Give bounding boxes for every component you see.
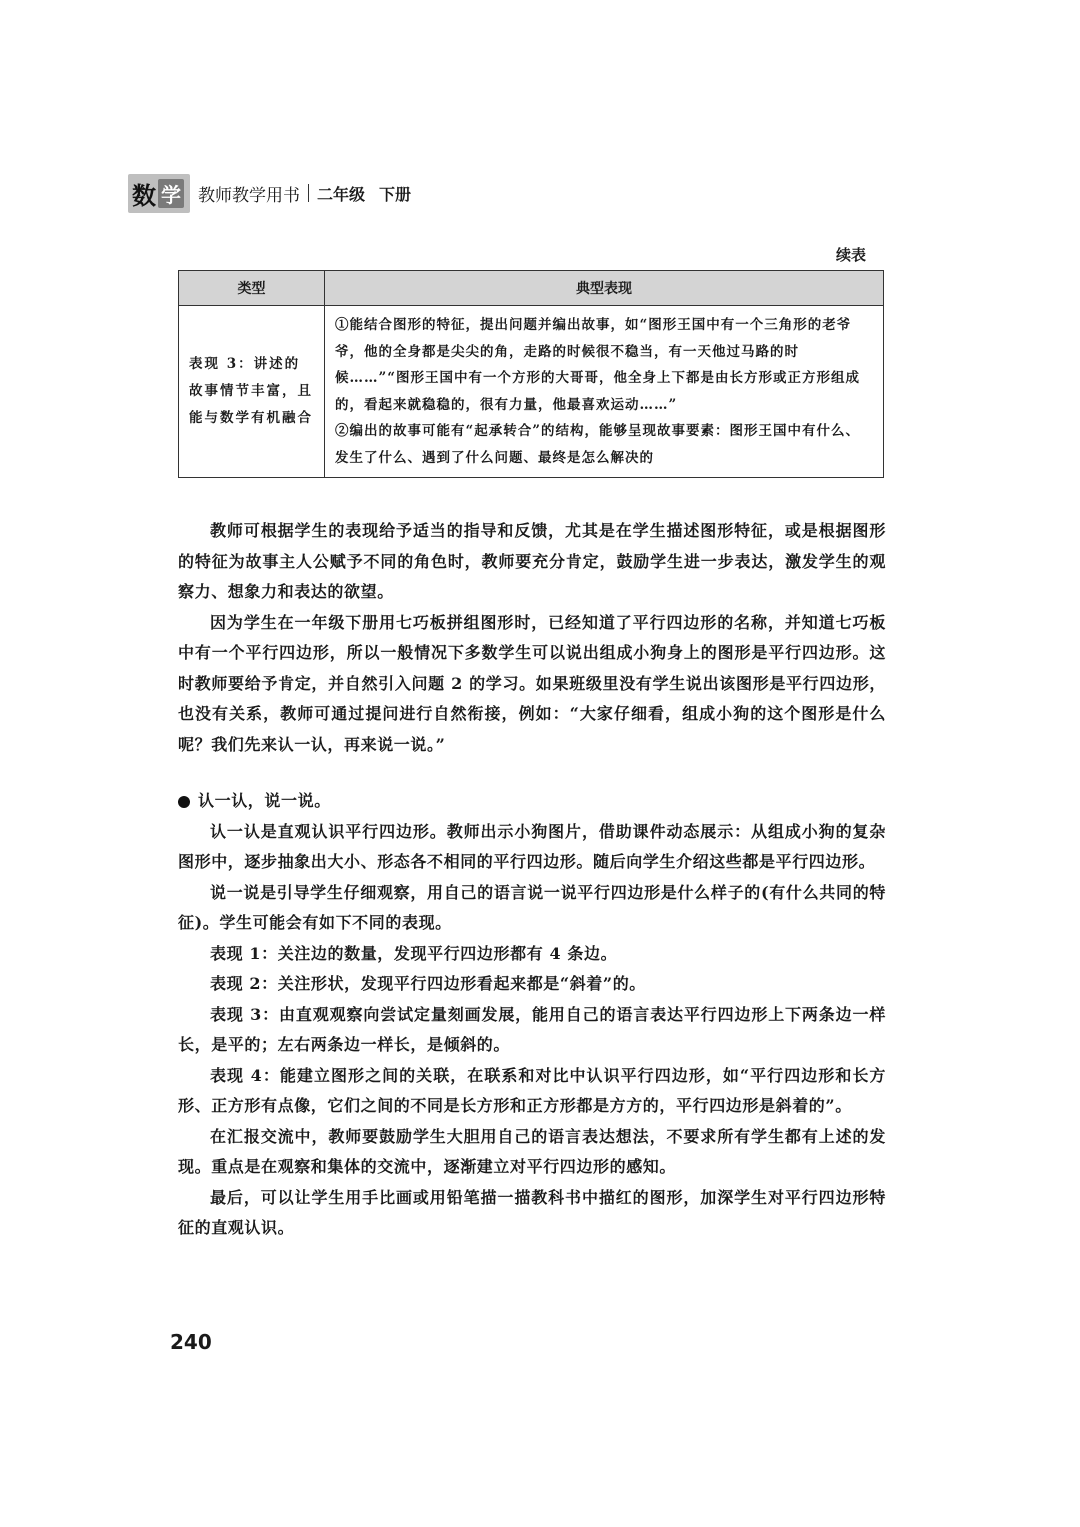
volume-label: 下册 (379, 184, 412, 204)
logo-char-2: 学 (158, 179, 184, 208)
bullet-icon (178, 796, 190, 808)
performance-table (178, 270, 884, 478)
paragraph: 表现 4：能建立图形之间的关联，在联系和对比中认识平行四边形，如“平行四边形和长方形、正方形有点像，它们之间的不同是长方形和正方形都是方方的，平行四边形是斜着的”。 (178, 1065, 886, 1115)
paragraph: 表现 1：关注边的数量，发现平行四边形都有 4 条边。 (210, 943, 618, 963)
body-text-top (178, 516, 886, 760)
description-cell (325, 306, 884, 478)
header-divider (308, 184, 309, 202)
column-header-type: 类型 (179, 271, 325, 306)
grade-label: 二年级 (317, 184, 366, 204)
paragraph: 因为学生在一年级下册用七巧板拼组图形时，已经知道了平行四边形的名称，并知道七巧板中有一个平行四边形，所以一般情况下多数学生可以说出组成小狗身上的图形是平行四边形。这时教师要给予肯定，并自然引入问题 2 的学习。如果班级里没有学生说出该图形是平行四边形，也没有关系，教师可通过提问进行自然衔接，例如：“大家仔细看，组成小狗的这个图形是什么呢？我们先来认一认，再来说一说。” (178, 612, 886, 754)
paragraph: 认一认是直观认识平行四边形。教师出示小狗图片，借助课件动态展示：从组成小狗的复杂图形中，逐步抽象出大小、形态各不相同的平行四边形。随后向学生介绍这些都是平行四边形。 (178, 821, 886, 871)
logo-char-1: 数 (132, 181, 156, 210)
section-heading (178, 786, 886, 817)
page-number: 240 (170, 1330, 212, 1354)
paragraph: 表现 2：关注形状，发现平行四边形看起来都是“斜着”的。 (210, 974, 646, 993)
subject-logo (128, 174, 190, 213)
table-header-row (179, 271, 884, 306)
section-recognize-and-say (178, 786, 886, 1244)
description-item-1: ①能结合图形的特征，提出问题并编出故事，如“图形王国中有一个三角形的老爷爷，他的全身都是尖尖的角，走路的时候很不稳当，有一天他过马路的时候……”“图形王国中有一个方形的大哥哥，他全身上下都是由长方形或正方形组成的，看起来就稳稳的，很有力量，他最喜欢运动……” (335, 317, 861, 413)
paragraph: 在汇报交流中，教师要鼓励学生大胆用自己的语言表达想法，不要求所有学生都有上述的发现。重点是在观察和集体的交流中，逐渐建立对平行四边形的感知。 (178, 1126, 886, 1176)
running-header (128, 176, 411, 210)
paragraph: 表现 3：由直观观察向尝试定量刻画发展，能用自己的语言表达平行四边形上下两条边一样长，是平的；左右两条边一样长，是倾斜的。 (178, 1004, 886, 1054)
paragraph: 说一说是引导学生仔细观察，用自己的语言说一说平行四边形是什么样子的(有什么共同的特征)。学生可能会有如下不同的表现。 (178, 882, 886, 932)
continued-table-label: 续表 (835, 246, 866, 264)
table-row (179, 306, 884, 478)
column-header-performance: 典型表现 (325, 271, 884, 306)
type-cell: 表现 3：讲述的故事情节丰富，且能与数学有机融合 (179, 306, 325, 478)
book-title: 教师教学用书 (198, 185, 300, 206)
paragraph: 教师可根据学生的表现给予适当的指导和反馈，尤其是在学生描述图形特征，或是根据图形的特征为故事主人公赋予不同的角色时，教师要充分肯定，鼓励学生进一步表达，激发学生的观察力、想象力和表达的欲望。 (178, 521, 886, 601)
paragraph: 最后，可以让学生用手比画或用铅笔描一描教科书中描红的图形，加深学生对平行四边形特征的直观认识。 (178, 1187, 886, 1237)
description-item-2: ②编出的故事可能有“起承转合”的结构，能够呈现故事要素：图形王国中有什么、发生了什么、遇到了什么问题、最终是怎么解决的 (335, 423, 861, 466)
section-heading-text: 认一认，说一说。 (198, 791, 331, 810)
